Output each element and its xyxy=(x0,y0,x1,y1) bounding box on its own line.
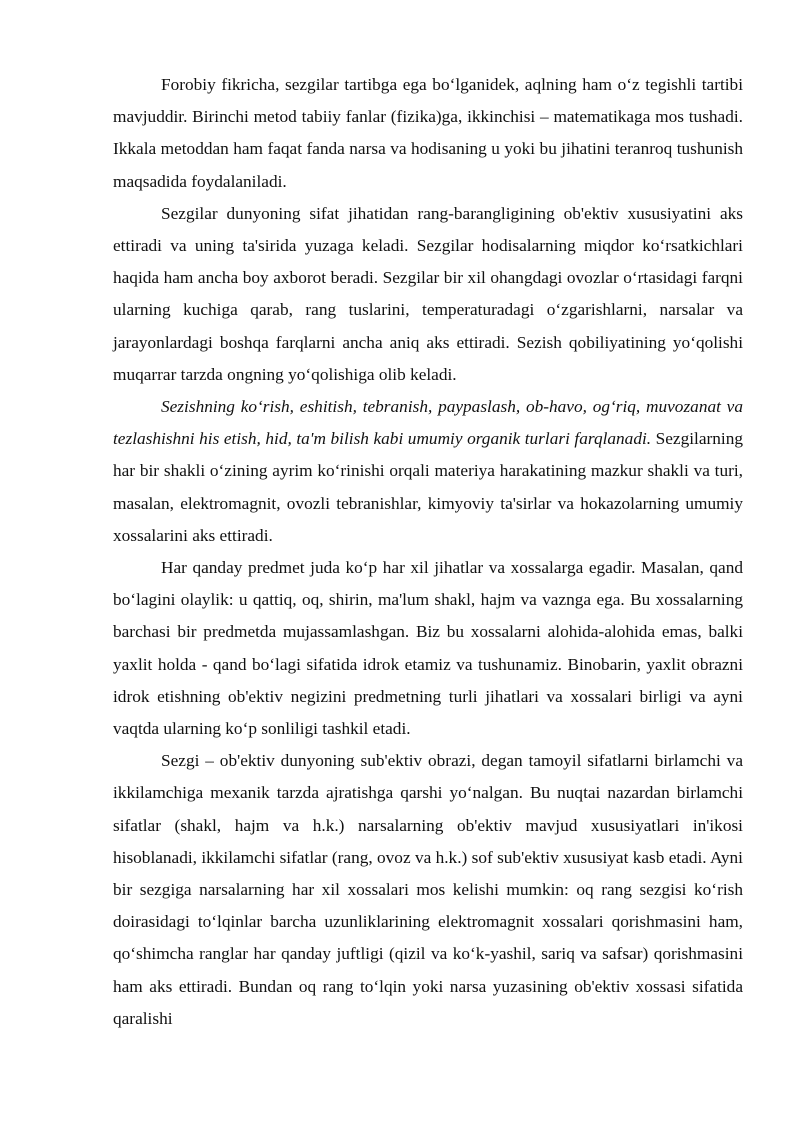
paragraph-4 xyxy=(113,552,743,745)
paragraph-3 xyxy=(113,391,743,552)
paragraph-4-text: Har qanday predmet juda ko‘p har xil jihatlar va xossalarga egadir. Masalan, qand bo‘lagini olaylik: u qattiq, oq, shirin, ma'lum shakl, hajm va vaznga ega. Bu xossalarning barchasi bir predmetda mujassamlashgan. Biz bu xossalarni alohida-alohida emas, balki yaxlit holda - qand bo‘lagi sifatida idrok etamiz va tushunamiz. Binobarin, yaxlit obrazni idrok etishning ob'ektiv negizini predmetning turli jihatlari va xossalari birligi va ayni vaqtda ularning ko‘p sonliligi tashkil etadi. xyxy=(113,558,743,739)
paragraph-5 xyxy=(113,745,743,1035)
paragraph-5-text: Sezgi – ob'ektiv dunyoning sub'ektiv obrazi, degan tamoyil sifatlarni birlamchi va ikkilamchiga mexanik tarzda ajratishga qarshi yo‘nalgan. Bu nuqtai nazardan birlamchi sifatlar (shakl, hajm va h.k.) narsalarning ob'ektiv mavjud xususiyatlari in'ikosi hisoblanadi, ikkilamchi sifatlar (rang, ovoz va h.k.) sof sub'ektiv xususiyat kasb etadi. Ayni bir sezgiga narsalarning har xil xossalari mos kelishi mumkin: oq rang sezgisi ko‘rish doirasidagi to‘lqinlar barcha uzunliklarining elektromagnit xossalari qorishmasini ham, qo‘shimcha ranglar har qanday juftligi (qizil va ko‘k-yashil, sariq va safsar) qorishmasini ham aks ettiradi. Bundan oq rang to‘lqin yoki narsa yuzasining ob'ektiv xossasi sifatida qaralishi xyxy=(113,751,743,1028)
paragraph-2-text: Sezgilar dunyoning sifat jihatidan rang-barangligining ob'ektiv xususiyatini aks ettiradi va uning ta'sirida yuzaga keladi. Sezgilar hodisalarning miqdor ko‘rsatkichlari haqida ham ancha boy axborot beradi. Sezgilar bir xil ohangdagi ovozlar o‘rtasidagi farqni ularning kuchiga qarab, rang tuslarini, temperaturadagi o‘zgarishlarni, narsalar va jarayonlardagi boshqa farqlarni ancha aniq aks ettiradi. Sezish qobiliyatining yo‘qolishi muqarrar tarzda ongning yo‘qolishiga olib keladi. xyxy=(113,203,743,384)
paragraph-1-text: Forobiy fikricha, sezgilar tartibga ega bo‘lganidek, aqlning ham o‘z tegishli tartibi mavjuddir. Birinchi metod tabiiy fanlar (fizika)ga, ikkinchisi – matematikaga mos tushadi. Ikkala metoddan ham faqat fanda narsa va hodisaning u yoki bu jihatini teranroq tushunish maqsadida foydalaniladi. xyxy=(113,75,743,191)
paragraph-2 xyxy=(113,198,743,391)
paragraph-3-text: Sezgilarning har bir shakli o‘zining ayrim ko‘rinishi orqali materiya harakatining mazkur shakli va turi, masalan, elektromagnit, ovozli tebranishlar, kimyoviy ta'sirlar va hokazolarning umumiy xossalarini aks ettiradi. xyxy=(113,429,743,545)
paragraph-3-italic-text: Sezishning ko‘rish, eshitish, tebranish, paypaslash, ob-havo, og‘riq, muvozanat va tezlashishni his etish, hid, ta'm bilish kabi umumiy organik turlari farqlanadi. xyxy=(113,397,743,449)
paragraph-1 xyxy=(113,69,743,198)
